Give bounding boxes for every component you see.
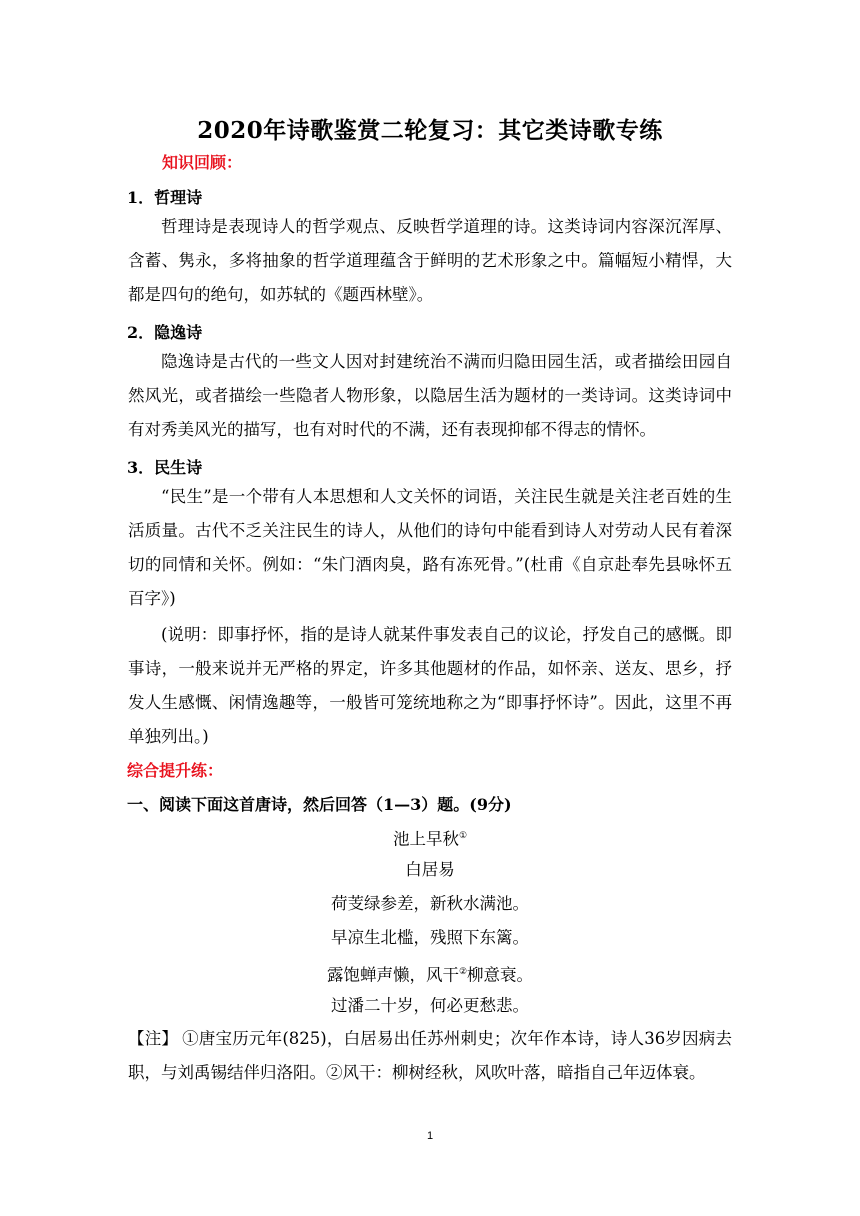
note-label: 【注】 <box>128 1029 179 1048</box>
poem-notes <box>128 1022 732 1090</box>
page-title: 2020年诗歌鉴赏二轮复习：其它类诗歌专练 <box>197 117 663 144</box>
poem <box>0 819 860 1023</box>
poem-title: 池上早秋① <box>392 829 468 849</box>
poem-line: 荷芰绿参差，新秋水满池。 <box>331 894 529 913</box>
section-heading-livelihood: 3．民生诗 <box>127 458 203 477</box>
page-number: 1 <box>426 1130 434 1142</box>
section-heading-reclusive: 2．隐逸诗 <box>127 323 203 342</box>
footnote-marker: ① <box>458 831 468 841</box>
footnote-marker: ② <box>458 967 468 977</box>
section-text-livelihood: “民生”是一个带有人本思想和人文关怀的词语，关注民生就是关注老百姓的生活质量。古代不乏关注民生的诗人，从他们的诗句中能看到诗人对劳动人民有着深切的同情和关怀。例如：“朱门酒肉臭，路有冻死骨。”(杜甫《自京赴奉先县咏怀五百字》) <box>128 487 732 608</box>
question-heading: 一、阅读下面这首唐诗，然后回答（1—3）题。(9分) <box>127 795 512 814</box>
poem-line: 露饱蝉声懒，风干②柳意衰。 <box>326 965 534 985</box>
explanation-paragraph: (说明：即事抒怀，指的是诗人就某件事发表自己的议论，抒发自己的感慨。即事诗，一般来说并无严格的界定，许多其他题材的作品，如怀亲、送友、思乡，抒发人生感慨、闲情逸趣等，一般皆可笼统地称之为“即事抒怀诗”。因此，这里不再单独列出。) <box>128 625 732 746</box>
knowledge-review-heading: 知识回顾： <box>162 153 243 172</box>
practice-heading: 综合提升练： <box>127 761 224 780</box>
poem-line: 过潘二十岁，何必更愁悲。 <box>331 996 529 1015</box>
poem-author: 白居易 <box>405 860 455 879</box>
section-text-philosophical: 哲理诗是表现诗人的哲学观点、反映哲学道理的诗。这类诗词内容深沉浑厚、含蓄、隽永，多将抽象的哲学道理蕴含于鲜明的艺术形象之中。篇幅短小精悍，大都是四句的绝句，如苏轼的《题西林壁》。 <box>128 217 732 304</box>
note-text: ①唐宝历元年(825)，白居易出任苏州刺史；次年作本诗，诗人36岁因病去职，与刘禹锡结伴归洛阳。②风干：柳树经秋，风吹叶落，暗指自己年迈体衰。 <box>128 1029 732 1082</box>
poem-line: 早凉生北槛，残照下东篱。 <box>331 928 529 947</box>
section-text-reclusive: 隐逸诗是古代的一些文人因对封建统治不满而归隐田园生活，或者描绘田园自然风光，或者描绘一些隐者人物形象，以隐居生活为题材的一类诗词。这类诗词中有对秀美风光的描写，也有对时代的不满，还有表现抑郁不得志的情怀。 <box>128 352 732 439</box>
section-heading-philosophical: 1．哲理诗 <box>127 188 203 207</box>
